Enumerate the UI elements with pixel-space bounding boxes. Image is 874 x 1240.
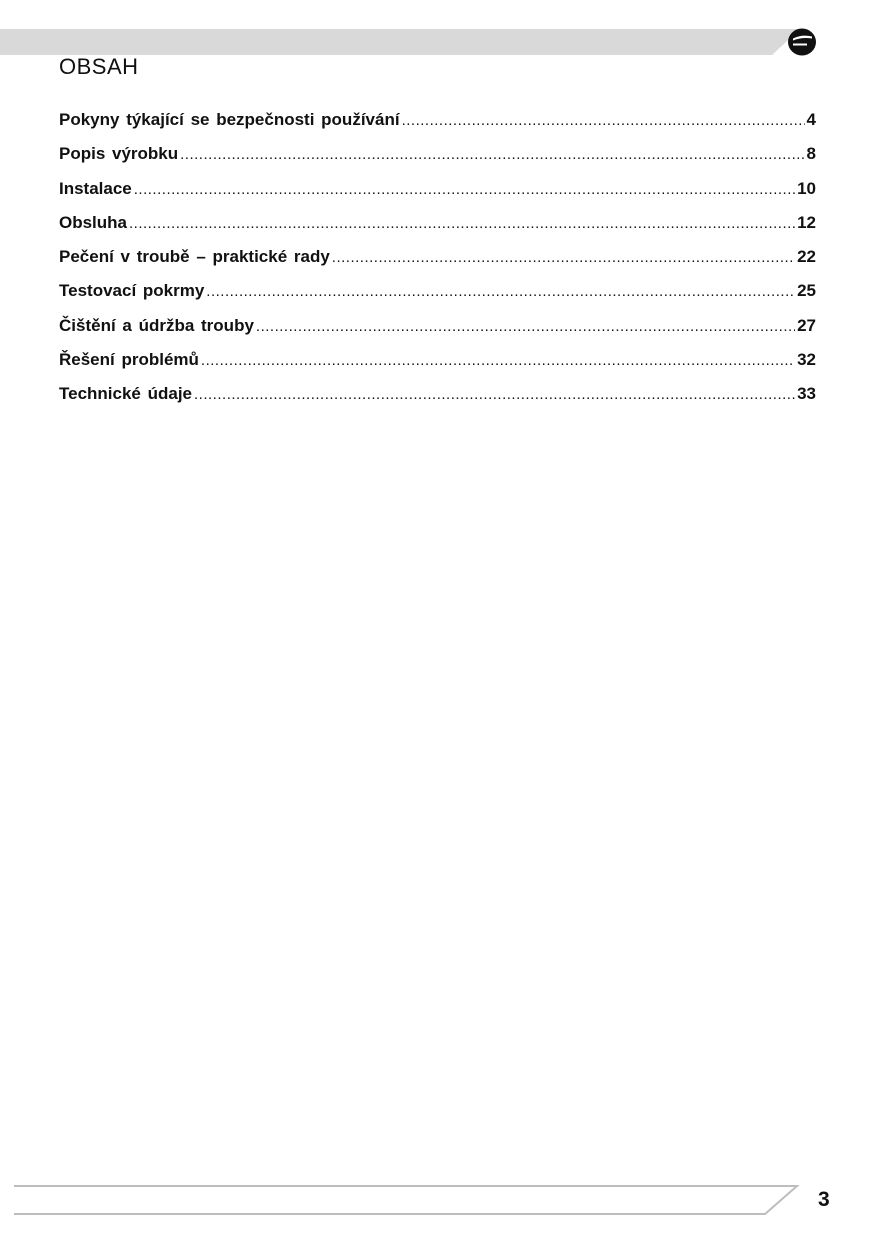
- brand-logo-icon: [787, 28, 817, 56]
- toc-entry-title: Řešení problémů: [59, 350, 199, 370]
- toc-entry-page: 22: [797, 247, 816, 267]
- toc-entry[interactable]: [59, 384, 816, 418]
- toc-entry[interactable]: [59, 281, 816, 315]
- toc-entry-page: 27: [797, 315, 816, 335]
- toc-entry[interactable]: [59, 213, 816, 247]
- toc-entry-title: Pečení v troubě – praktické rady: [59, 247, 330, 267]
- toc-entry-title: Technické údaje: [59, 384, 193, 404]
- toc-entry-title: Testovací pokrmy: [59, 281, 205, 301]
- toc-entry-title: Pokyny týkající se bezpečnosti používání: [59, 110, 400, 129]
- toc-dot-leader: [332, 249, 795, 266]
- toc-entry-title: Popis výrobku: [59, 144, 179, 164]
- toc-entry[interactable]: [59, 316, 816, 350]
- toc-entry-page: 33: [797, 384, 816, 404]
- toc-entry-page: 4: [806, 110, 816, 129]
- toc-entry-page: 10: [797, 178, 816, 198]
- toc-entry[interactable]: [59, 179, 816, 213]
- toc-entry-page: 8: [806, 144, 816, 164]
- table-of-contents: [59, 110, 816, 419]
- toc-entry[interactable]: [59, 110, 816, 144]
- page-number: 3: [818, 1188, 830, 1211]
- toc-dot-leader: [129, 215, 795, 232]
- toc-dot-leader: [180, 146, 804, 163]
- toc-dot-leader: [256, 318, 795, 335]
- toc-entry[interactable]: [59, 247, 816, 281]
- toc-dot-leader: [134, 181, 795, 198]
- toc-entry[interactable]: [59, 144, 816, 178]
- toc-dot-leader: [201, 352, 795, 369]
- toc-entry-page: 32: [797, 350, 816, 370]
- toc-dot-leader: [402, 112, 805, 129]
- page-title: OBSAH: [59, 54, 139, 79]
- toc-entry-title: Obsluha: [59, 212, 128, 232]
- toc-dot-leader: [206, 283, 795, 300]
- header-band: [0, 29, 800, 55]
- footer-band: [0, 1183, 800, 1217]
- toc-entry-title: Čištění a údržba trouby: [59, 315, 254, 335]
- toc-entry-page: 12: [797, 212, 816, 232]
- toc-entry[interactable]: [59, 350, 816, 384]
- toc-dot-leader: [194, 386, 795, 403]
- toc-entry-title: Instalace: [59, 178, 132, 198]
- toc-entry-page: 25: [797, 281, 816, 301]
